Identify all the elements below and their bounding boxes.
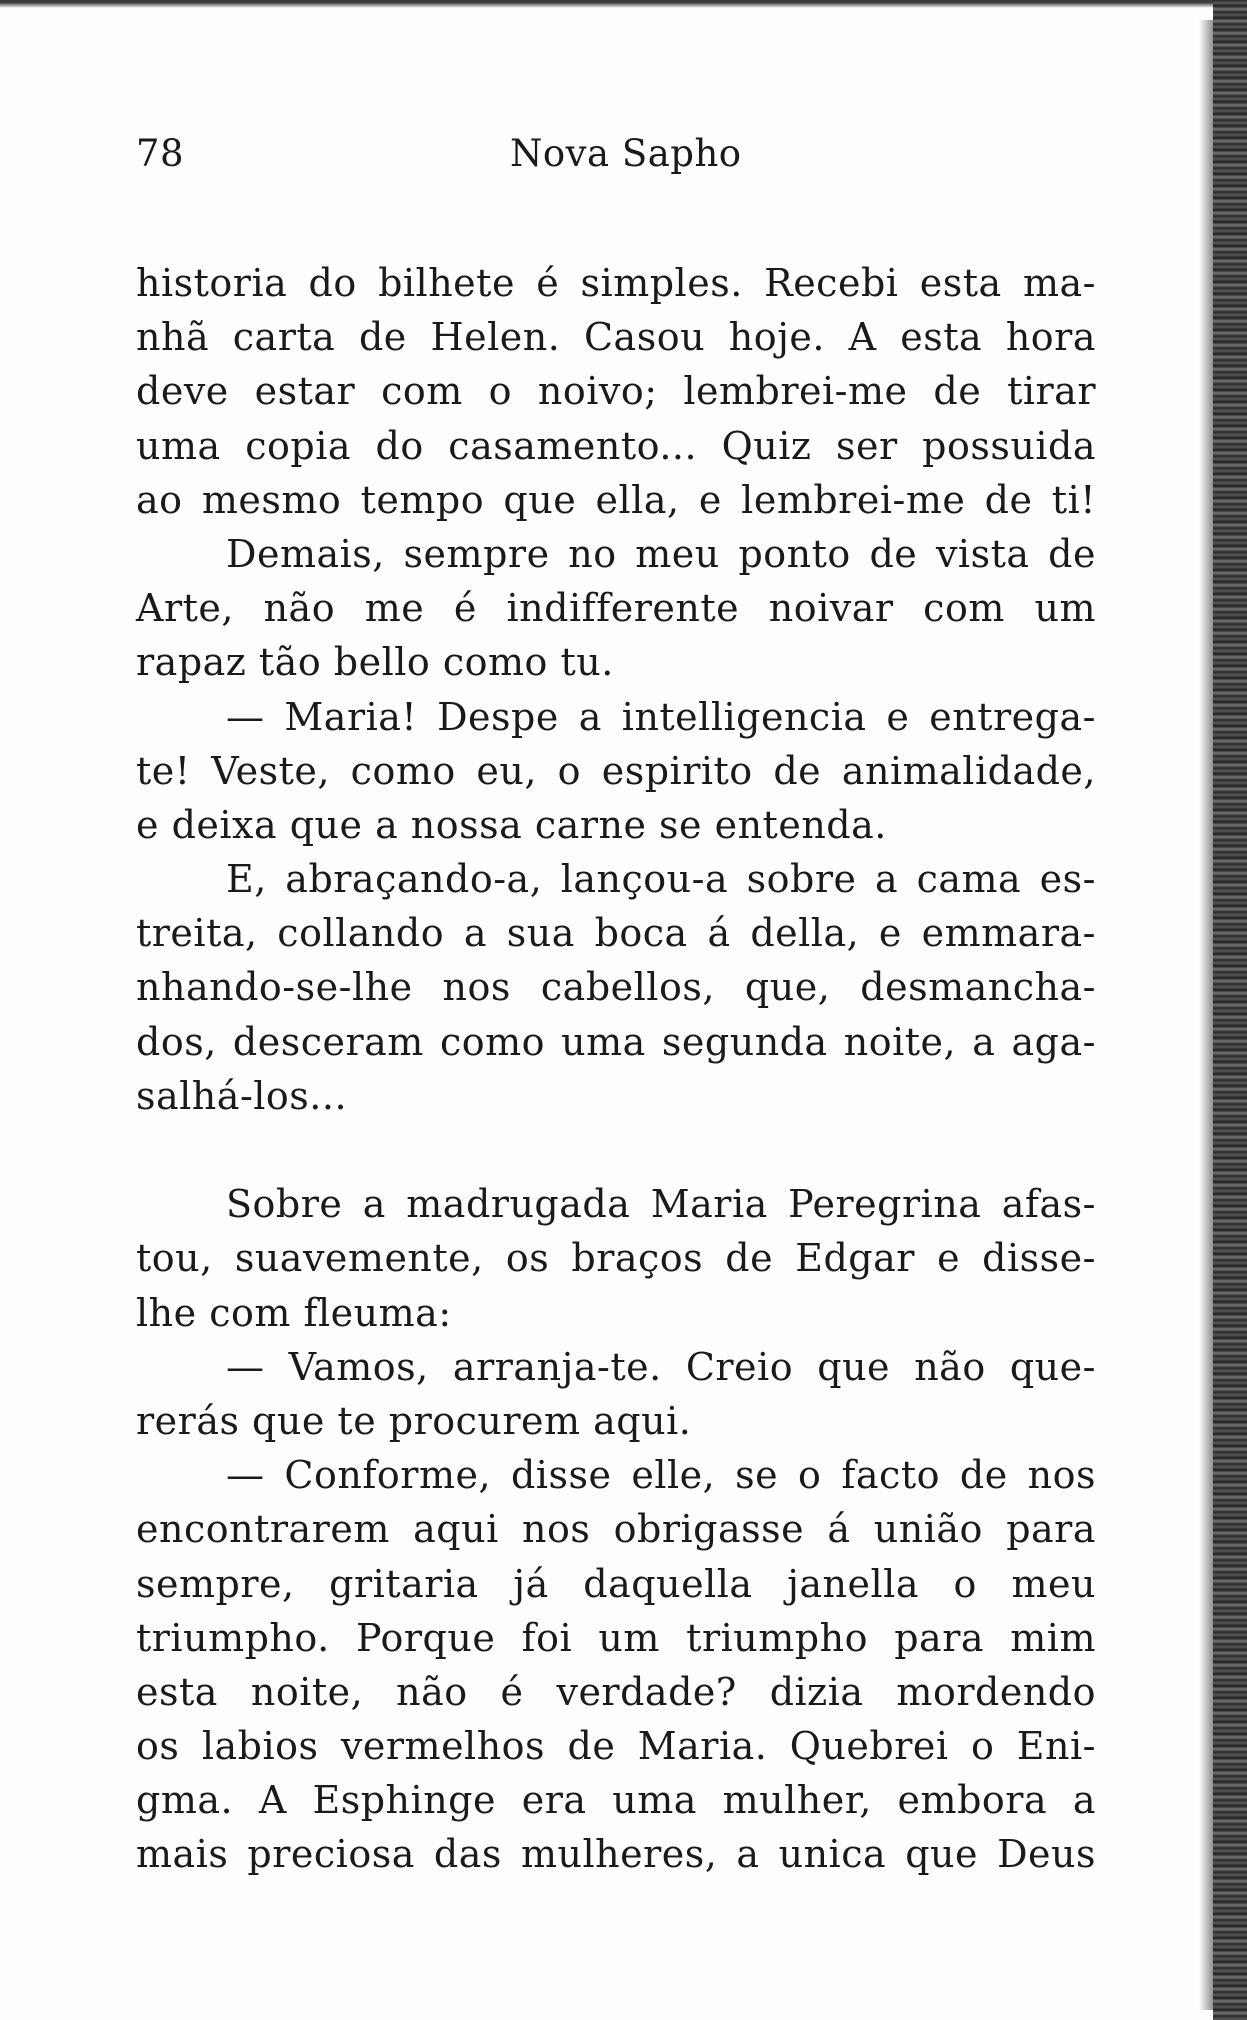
text-line: e deixa que a nossa carne se entenda.	[136, 802, 887, 847]
text-line: mais preciosa das mulheres, a unica que Deus	[136, 1832, 1096, 1877]
running-title: Nova Sapho	[510, 132, 742, 175]
page-top-edge	[0, 0, 1247, 8]
text-line: te! Veste, como eu, o espirito de animalidade,	[136, 748, 1096, 793]
book-binding	[1213, 0, 1247, 2020]
text-line: Sobre a madrugada Maria Peregrina afas-	[226, 1182, 1096, 1227]
text-line: Arte, não me é indifferente noivar com um	[136, 586, 1096, 631]
text-line: salhá-los...	[136, 1073, 348, 1118]
text-line: E, abraçando-a, lançou-a sobre a cama es-	[226, 857, 1096, 902]
text-line: nhã carta de Helen. Casou hoje. A esta hora	[136, 315, 1096, 360]
text-line: triumpho. Porque foi um triumpho para mim	[136, 1615, 1096, 1660]
section-break	[136, 1123, 1096, 1177]
text-line: — Conforme, disse elle, se o facto de nos	[226, 1453, 1096, 1498]
text-line: — Vamos, arranja-te. Creio que não que-	[226, 1344, 1096, 1389]
text-line: ao mesmo tempo que ella, e lembrei-me de ti!	[136, 477, 1096, 522]
text-line: deve estar com o noivo; lembrei-me de tirar	[136, 369, 1096, 414]
text-line: treita, collando a sua boca á della, e emmara-	[136, 911, 1096, 956]
body-text	[136, 256, 1096, 1882]
text-line: Demais, sempre no meu ponto de vista de	[226, 531, 1096, 576]
text-line: tou, suavemente, os braços de Edgar e disse-	[136, 1236, 1096, 1281]
text-line: gma. A Esphinge era uma mulher, embora a	[136, 1778, 1096, 1823]
binding-shadow	[1199, 20, 1213, 2010]
text-line: rerás que te procurem aqui.	[136, 1398, 692, 1443]
text-line: rapaz tão bello como tu.	[136, 640, 614, 685]
text-line: nhando-se-lhe nos cabellos, que, desmancha-	[136, 965, 1096, 1010]
text-line: encontrarem aqui nos obrigasse á união para	[136, 1507, 1096, 1552]
text-line: sempre, gritaria já daquella janella o meu	[136, 1561, 1096, 1606]
text-line: — Maria! Despe a intelligencia e entrega-	[226, 694, 1096, 739]
text-line: esta noite, não é verdade? dizia mordendo	[136, 1669, 1096, 1714]
page-number: 78	[136, 132, 185, 175]
text-line: historia do bilhete é simples. Recebi esta ma-	[136, 261, 1096, 305]
text-line: dos, desceram como uma segunda noite, a aga-	[136, 1019, 1096, 1064]
text-line: lhe com fleuma:	[136, 1290, 452, 1335]
text-line: uma copia do casamento... Quiz ser possuida	[136, 423, 1096, 468]
text-line: os labios vermelhos de Maria. Quebrei o Eni-	[136, 1724, 1096, 1769]
page-header	[136, 132, 1096, 192]
